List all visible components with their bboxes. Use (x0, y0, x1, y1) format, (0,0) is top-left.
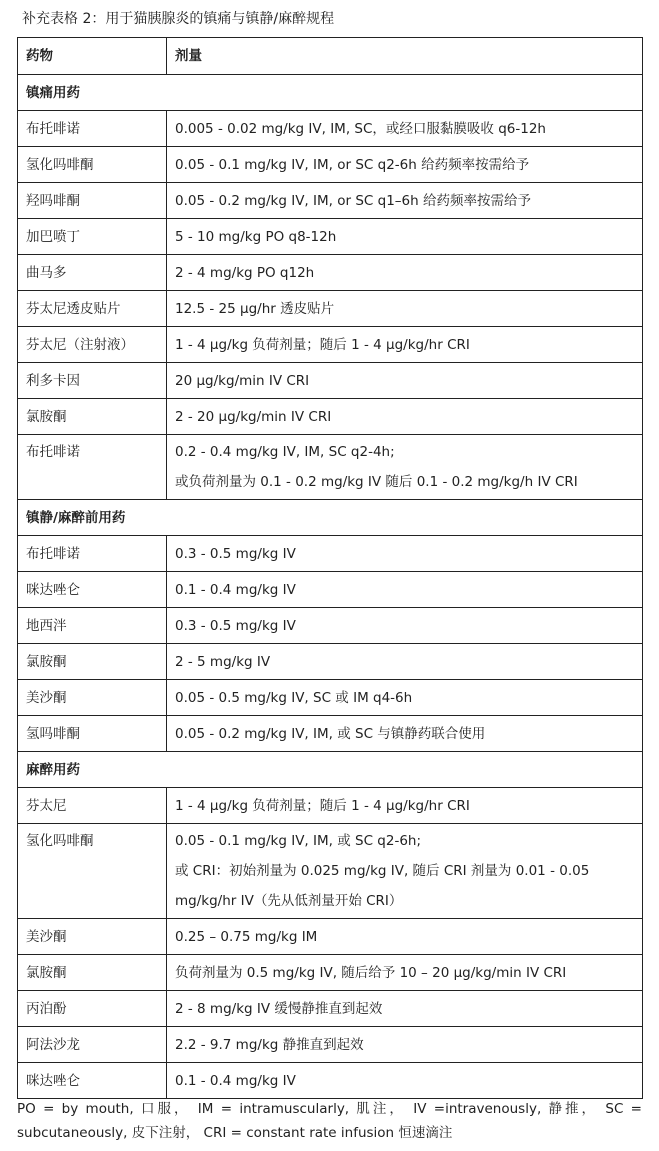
drug-cell: 羟吗啡酮 (18, 183, 167, 219)
dose-line: 2 - 5 mg/kg IV (175, 653, 271, 670)
table-row (18, 363, 643, 399)
table-row (18, 183, 643, 219)
dose-line: 2.2 - 9.7 mg/kg 静推直到起效 (175, 1036, 364, 1053)
dose-line: 1 - 4 µg/kg 负荷剂量；随后 1 - 4 µg/kg/hr CRI (175, 797, 470, 814)
drug-cell: 芬太尼 (18, 788, 167, 824)
table-row (18, 291, 643, 327)
drug-cell: 氯胺酮 (18, 955, 167, 991)
table-row (18, 572, 643, 608)
dose-line: 0.1 - 0.4 mg/kg IV (175, 1072, 296, 1089)
table-row (18, 255, 643, 291)
drug-cell: 芬太尼（注射液） (18, 327, 167, 363)
dose-cell (167, 788, 643, 824)
drug-cell: 氯胺酮 (18, 399, 167, 435)
drug-cell: 布托啡诺 (18, 111, 167, 147)
table-row (18, 435, 643, 500)
drug-cell: 咪达唑仑 (18, 572, 167, 608)
dose-line: 0.3 - 0.5 mg/kg IV (175, 545, 296, 562)
footnote: PO = by mouth, 口服， IM = intramuscularly, 肌注， IV =intravenously, 静推， SC = subcutaneously, 皮下注射， CRI = constant rate infusion 恒速滴注 (17, 1101, 642, 1141)
drug-cell: 布托啡诺 (18, 435, 167, 500)
drug-cell: 芬太尼透皮贴片 (18, 291, 167, 327)
table-caption: 补充表格 2：用于猫胰腺炎的镇痛与镇静/麻醉规程 (22, 11, 335, 27)
dose-line: 0.005 - 0.02 mg/kg IV, IM, SC，或经口服黏膜吸收 q6-12h (175, 120, 546, 137)
dose-cell (167, 919, 643, 955)
dose-cell (167, 1027, 643, 1063)
dose-cell (167, 219, 643, 255)
dose-cell (167, 644, 643, 680)
drug-cell: 氯胺酮 (18, 644, 167, 680)
table-row (18, 399, 643, 435)
table-row (18, 955, 643, 991)
drug-cell: 氢化吗啡酮 (18, 824, 167, 919)
dose-line: 20 µg/kg/min IV CRI (175, 372, 310, 389)
drug-cell: 阿法沙龙 (18, 1027, 167, 1063)
dose-cell (167, 399, 643, 435)
table-row (18, 327, 643, 363)
dose-line: 0.3 - 0.5 mg/kg IV (175, 617, 296, 634)
drug-cell: 丙泊酚 (18, 991, 167, 1027)
section-row (18, 500, 643, 536)
dose-line: 0.05 - 0.2 mg/kg IV, IM, or SC q1–6h 给药频率按需给予 (175, 192, 531, 209)
dose-line: 5 - 10 mg/kg PO q8-12h (175, 228, 337, 245)
dose-cell (167, 291, 643, 327)
table-row (18, 111, 643, 147)
table-row (18, 608, 643, 644)
dose-cell (167, 716, 643, 752)
table-row (18, 644, 643, 680)
drug-cell: 美沙酮 (18, 680, 167, 716)
dose-line: 0.05 - 0.1 mg/kg IV, IM, or SC q2-6h 给药频率按需给予 (175, 156, 530, 173)
dose-line: 0.25 – 0.75 mg/kg IM (175, 928, 318, 945)
dose-cell (167, 255, 643, 291)
dose-line: 12.5 - 25 µg/hr 透皮贴片 (175, 300, 335, 317)
dose-line: 0.05 - 0.5 mg/kg IV, SC 或 IM q4-6h (175, 689, 413, 706)
dose-cell (167, 572, 643, 608)
drug-cell: 加巴喷丁 (18, 219, 167, 255)
drug-cell: 布托啡诺 (18, 536, 167, 572)
table-row (18, 1063, 643, 1099)
table-row (18, 536, 643, 572)
header-dose: 剂量 (167, 38, 643, 75)
table-row (18, 991, 643, 1027)
table-row (18, 219, 643, 255)
dose-line: 0.1 - 0.4 mg/kg IV (175, 581, 296, 598)
section-title: 镇痛用药 (18, 75, 643, 111)
dosage-table (17, 37, 643, 1099)
section-row (18, 752, 643, 788)
dose-cell (167, 536, 643, 572)
dose-line: 或 CRI：初始剂量为 0.025 mg/kg IV, 随后 CRI 剂量为 0.01 - 0.05 (175, 863, 590, 879)
drug-cell: 氢化吗啡酮 (18, 147, 167, 183)
table-header-row (18, 38, 643, 75)
table-row (18, 147, 643, 183)
table-row (18, 919, 643, 955)
table-row (18, 788, 643, 824)
dose-cell (167, 327, 643, 363)
drug-cell: 利多卡因 (18, 363, 167, 399)
dose-cell (167, 363, 643, 399)
dose-line: 2 - 20 µg/kg/min IV CRI (175, 408, 332, 425)
section-row (18, 75, 643, 111)
dose-cell (167, 991, 643, 1027)
dose-line: 2 - 4 mg/kg PO q12h (175, 264, 315, 281)
dose-cell (167, 824, 643, 919)
dose-line: mg/kg/hr IV（先从低剂量开始 CRI） (175, 893, 403, 909)
table-row (18, 716, 643, 752)
drug-cell: 氢吗啡酮 (18, 716, 167, 752)
table-row (18, 680, 643, 716)
section-title: 麻醉用药 (18, 752, 643, 788)
dose-line: 2 - 8 mg/kg IV 缓慢静推直到起效 (175, 1000, 383, 1017)
dose-cell (167, 955, 643, 991)
dose-line: 负荷剂量为 0.5 mg/kg IV, 随后给予 10 – 20 µg/kg/min IV CRI (175, 964, 567, 981)
drug-cell: 曲马多 (18, 255, 167, 291)
drug-cell: 咪达唑仑 (18, 1063, 167, 1099)
table-row (18, 824, 643, 919)
drug-cell: 地西泮 (18, 608, 167, 644)
table-row (18, 1027, 643, 1063)
dose-cell (167, 608, 643, 644)
dose-line: 0.2 - 0.4 mg/kg IV, IM, SC q2-4h; (175, 444, 395, 460)
dose-line: 0.05 - 0.2 mg/kg IV, IM, 或 SC 与镇静药联合使用 (175, 725, 486, 742)
dose-line: 0.05 - 0.1 mg/kg IV, IM, 或 SC q2-6h; (175, 833, 422, 849)
dose-cell (167, 680, 643, 716)
dose-cell (167, 147, 643, 183)
header-drug: 药物 (18, 38, 167, 75)
dose-cell (167, 111, 643, 147)
dose-line: 1 - 4 µg/kg 负荷剂量；随后 1 - 4 µg/kg/hr CRI (175, 336, 470, 353)
dose-cell (167, 183, 643, 219)
section-title: 镇静/麻醉前用药 (18, 500, 643, 536)
dose-cell (167, 435, 643, 500)
dose-line: 或负荷剂量为 0.1 - 0.2 mg/kg IV 随后 0.1 - 0.2 mg/kg/h IV CRI (175, 474, 578, 490)
drug-cell: 美沙酮 (18, 919, 167, 955)
dose-cell (167, 1063, 643, 1099)
